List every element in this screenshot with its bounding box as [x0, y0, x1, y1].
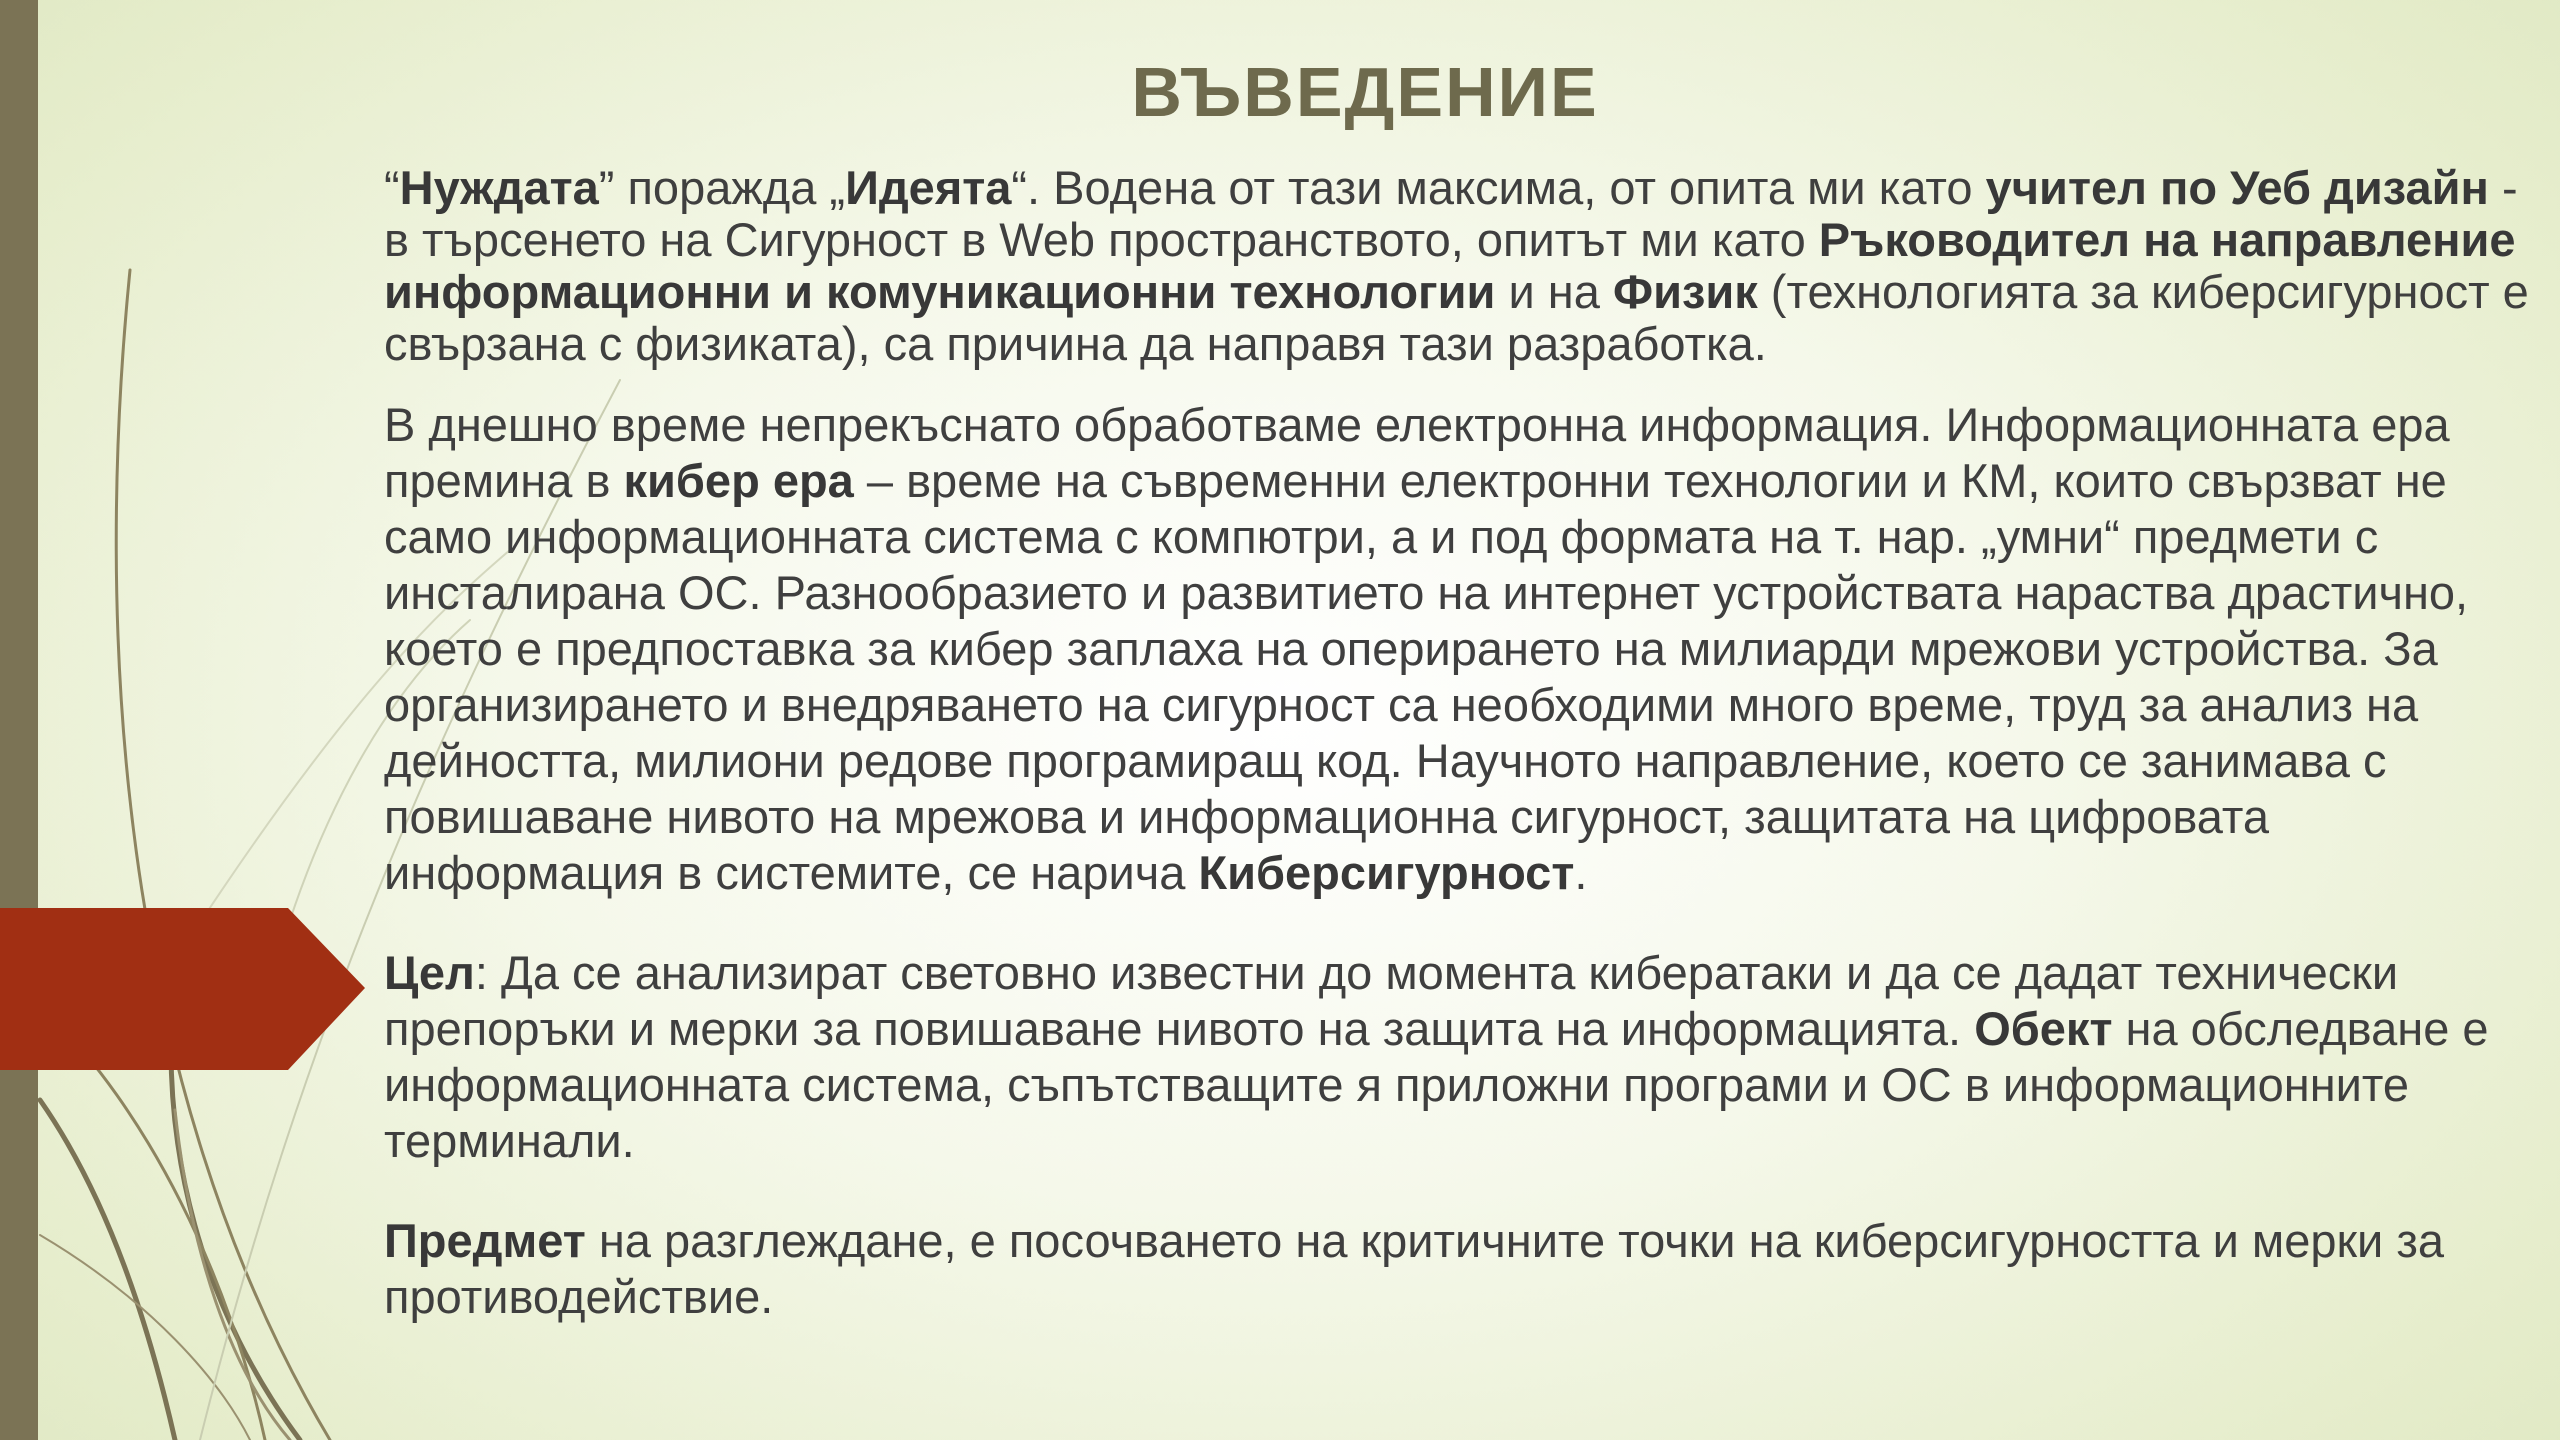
bold-text-run: Обект: [1974, 1002, 2113, 1055]
bold-text-run: Нуждата: [399, 161, 599, 214]
paragraph-goal-object: [384, 945, 2539, 1169]
decor-curve-5: [175, 1110, 290, 1440]
bold-text-run: Предмет: [384, 1214, 586, 1267]
decor-curve-6: [40, 1235, 250, 1440]
text-run: .: [1574, 846, 1588, 899]
slide-body: [384, 162, 2539, 1325]
text-run: и на: [1495, 265, 1613, 318]
text-run: – време на съвременни електронни технологии и КМ, които свързват не само информационната система с компютри, а и под формата на т. нар. „умни“ предмети с инсталирана ОС. Разнообразието и развитието на интернет устройствата нараства драстично, което е предпоставка за кибер заплаха на оперирането на милиарди мрежови устройства. За организирането и внедряването на сигурност са необходими много време, труд за анализ на дейността, милиони редове програмиращ код. Научното направление, което се занимава с повишаване нивото на мрежова и информационна сигурност, защитата на цифровата информация в системите, се нарича: [384, 454, 2469, 899]
bold-text-run: учител по Уеб дизайн: [1985, 161, 2489, 214]
decor-curve-3: [40, 1100, 175, 1440]
decor-curve-1: [116, 270, 330, 1440]
paragraph-intro: [384, 162, 2539, 370]
arrow-tab-shape: [0, 908, 365, 1070]
text-run: на разглеждане, е посочването на критичните точки на киберсигурността и мерки за противодействие.: [384, 1214, 2445, 1323]
bold-text-run: Ръководител на направление информационни и комуникационни технологии: [384, 213, 2516, 318]
text-run: “: [384, 161, 400, 214]
bold-text-run: кибер ера: [623, 454, 854, 507]
text-run: ” поражда „: [598, 161, 846, 214]
text-run: - в търсенето на Сигурност в Web пространството, опитът ми като: [384, 161, 2518, 266]
text-run: “. Водена от тази максима, от опита ми като: [1011, 161, 1986, 214]
slide-title: ВЪВЕДЕНИЕ: [1131, 53, 1599, 131]
bold-text-run: Идеята: [845, 161, 1012, 214]
bold-text-run: Цел: [384, 946, 475, 999]
decor-curve-4: [40, 1005, 265, 1440]
text-run: : Да се анализират световно известни до момента кибератаки и да се дадат технически препоръки и мерки за повишаване нивото на защита на информацията.: [384, 946, 2399, 1055]
paragraph-cyber-era: [384, 397, 2539, 901]
bold-text-run: Киберсигурност: [1198, 846, 1575, 899]
text-run: (технологията за киберсигурност е свързана с физиката), са причина да направя тази разработка.: [384, 265, 2529, 370]
paragraph-subject: [384, 1213, 2539, 1325]
text-run: на обследване е информационната система, съпътстващите я приложни програми и ОС в информационните терминали.: [384, 1002, 2489, 1167]
bold-text-run: Физик: [1612, 265, 1758, 318]
text-run: В днешно време непрекъснато обработваме електронна информация. Информационната ера премина в: [384, 398, 2450, 507]
